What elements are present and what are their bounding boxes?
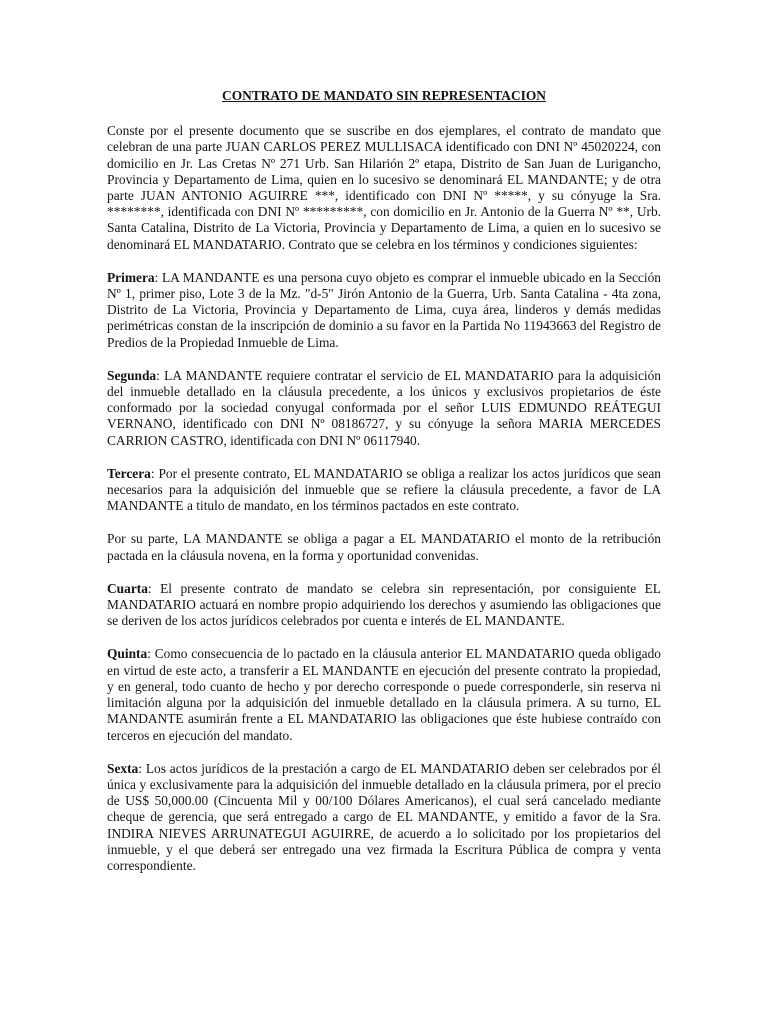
clause-text: Por su parte, LA MANDANTE se obliga a pagar a EL MANDATARIO el monto de la retribución pactada en la cláusula novena, en la forma y oportunidad convenidas. (107, 531, 661, 563)
clause-text: : Por el presente contrato, EL MANDATARIO se obliga a realizar los actos jurídicos que sean necesarios para la adquisición del inmueble que se refiere la cláusula precedente, a favor de LA MANDANTE a titulo de mandato, en los términos pactados en este contrato. (107, 465, 661, 514)
clause-text: : LA MANDANTE requiere contratar el servicio de EL MANDATARIO para la adquisición del inmueble detallado en la cláusula precedente, a los únicos y exclusivos propietarios de éste conformado por la sociedad conyugal conformada por el señor LUIS EDMUNDO REÁTEGUI VERNANO, identificado con DNI Nº 08186727, y su cónyuge la señora MARIA MERCEDES CARRION CASTRO, identificada con DNI Nº 06117940. (107, 367, 661, 448)
document-page (107, 88, 661, 891)
clause-label: Segunda (107, 367, 157, 383)
clause-label: Sexta (107, 760, 139, 776)
clause-primera (107, 270, 661, 351)
clause-label: Tercera (107, 465, 151, 481)
clause-text: : Los actos jurídicos de la prestación a cargo de EL MANDATARIO deben ser celebrados por él única y exclusivamente para la adquisición del inmueble detallado en la cláusula primera, por el precio de US$ 50,000.00 (Cincuenta Mil y 00/100 Dólares Americanos), el cual será cancelado mediante cheque de gerencia, que será entregado a cargo de EL MANDANTE, y emitido a favor de la Sra. INDIRA NIEVES ARRUNATEGUI AGUIRRE, de acuerdo a lo solicitado por los propietarios del inmueble, y el que deberá ser entregado una vez firmada la Escritura Pública de compra y venta correspondiente. (107, 760, 661, 873)
intro-paragraph: Conste por el presente documento que se suscribe en dos ejemplares, el contrato de mandato que celebran de una parte JUAN CARLOS PEREZ MULLISACA identificado con DNI Nº 45020224, con domicilio en Jr. Las Cretas Nº 271 Urb. San Hilarión 2º etapa, Distrito de San Juan de Lurigancho, Provincia y Departamento de Lima, quien en lo sucesivo se denominará EL MANDANTE; y de otra parte JUAN ANTONIO AGUIRRE ***, identificado con DNI Nº *****, y su cónyuge la Sra. ********, identificada con DNI Nº *********, con domicilio en Jr. Antonio de la Guerra Nº **, Urb. Santa Catalina, Distrito de La Victoria, Provincia y Departamento de Lima, a quien en lo sucesivo se denominará EL MANDATARIO. Contrato que se celebra en los términos y condiciones siguientes: (107, 123, 661, 252)
clause-segunda (107, 368, 661, 449)
clause-text: : Como consecuencia de lo pactado en la cláusula anterior EL MANDATARIO queda obligado en virtud de este acto, a transferir a EL MANDANTE en ejecución del presente contrato la propiedad, y en general, todo cuanto de hecho y por derecho corresponde o puede corresponderle, sin reserva ni limitación alguna por la adquisición del inmueble detallado en la cláusula primera. A su turno, EL MANDANTE asumirán frente a EL MANDATARIO las obligaciones que éste hubiese contraído con terceros en ejecución del mandato. (107, 646, 661, 743)
clause-label: Quinta (107, 646, 148, 662)
clause-text: : El presente contrato de mandato se celebra sin representación, por consiguiente EL MANDATARIO actuará en nombre propio adquiriendo los derechos y asumiendo las obligaciones que se deriven de los actos jurídicos celebrados por cuenta e interés de EL MANDANTE. (107, 580, 661, 629)
clause-cuarta (107, 581, 661, 630)
clause-quinta (107, 646, 661, 743)
clause-tercera-continuation (107, 531, 661, 563)
clause-sexta (107, 761, 661, 874)
document-title: CONTRATO DE MANDATO SIN REPRESENTACION (222, 88, 546, 103)
clause-label: Primera (107, 269, 155, 285)
clause-text: : LA MANDANTE es una persona cuyo objeto es comprar el inmueble ubicado en la Sección Nº 1, primer piso, Lote 3 de la Mz. "d-5" Jirón Antonio de la Guerra, Urb. Santa Catalina - 4ta zona, Distrito de La Victoria, Provincia y Departamento de Lima, cuya área, linderos y demás medidas perimétricas constan de la inscripción de dominio a su favor en la Partida No 11943663 del Registro de Predios de la Propiedad Inmueble de Lima. (107, 269, 661, 350)
clause-tercera (107, 466, 661, 515)
clause-label: Cuarta (107, 580, 148, 596)
